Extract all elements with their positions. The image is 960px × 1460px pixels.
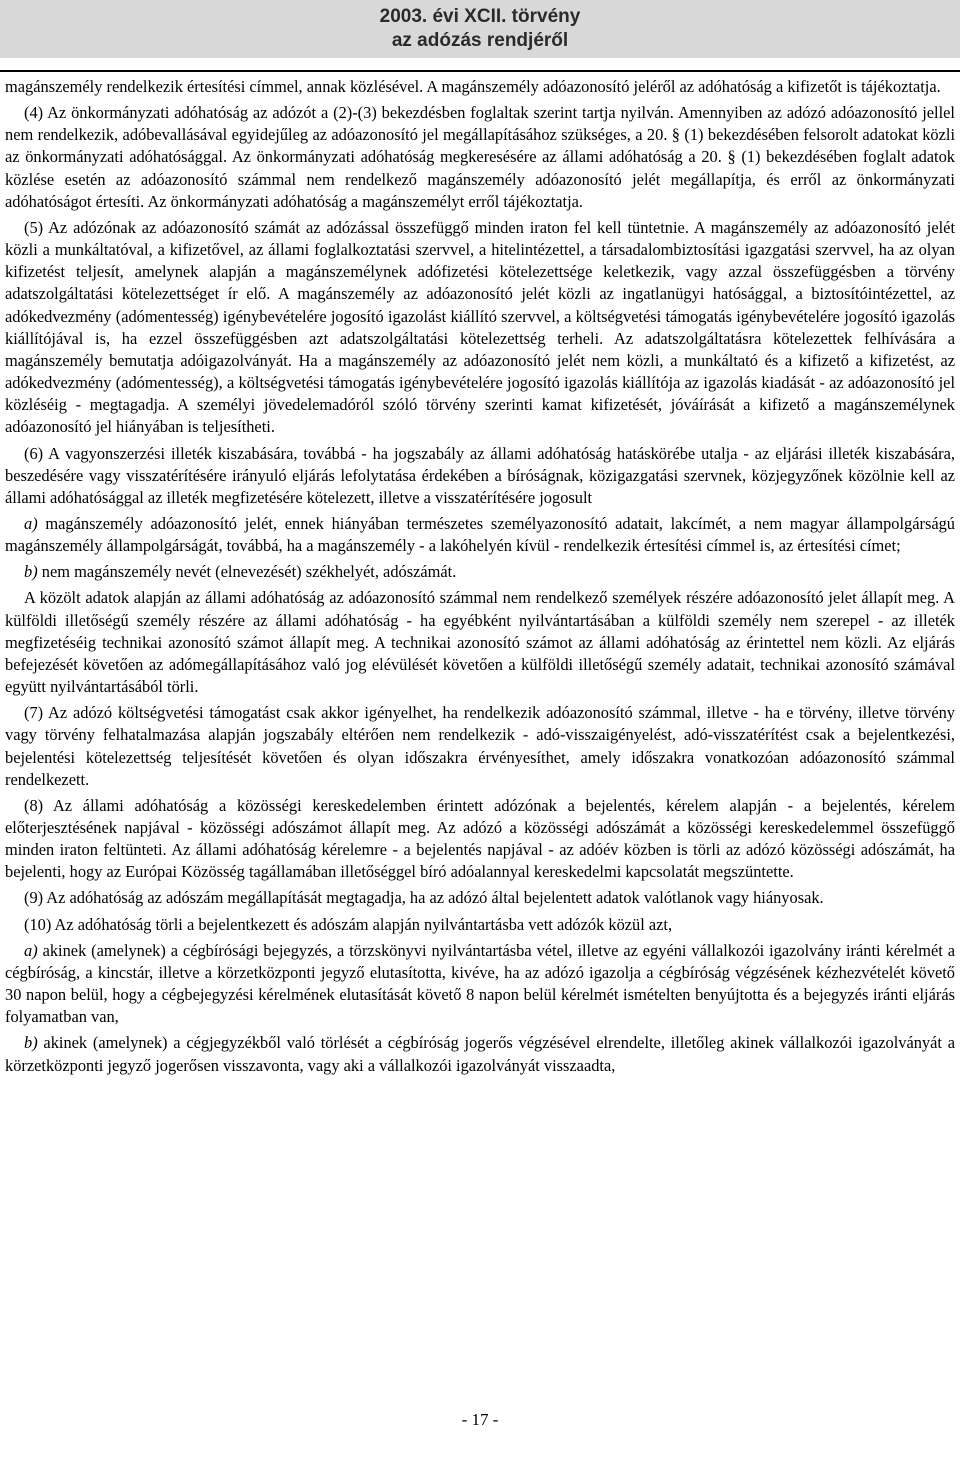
list-text-a: magánszemély adóazonosító jelét, ennek hiányában természetes személyazonosító adatait, lakcímét, a nem magyar állampolgárságú magánszemély állampolgárságát, továbbá, ha a magánszemély - a lakóhelyén kívül - rendelkezik értesítési címmel is, az értesítési címet; (5, 513, 955, 556)
list-label-10-a: a) (24, 940, 38, 960)
paragraph-section-8: (8) Az állami adóhatóság a közösségi kereskedelemben érintett adózónak a bejelentés, kérelem alapján - a bejelentés, kérelem előterjesztésének napjával - közösségi adószámot állapít meg. Az adózó a közösségi adószámát a közösségi kereskedelemmel összefüggő minden iraton feltünteti. Az állami adóhatóság kérelemre - a bejelentés napjával - az adóév közben is törli az adózó közösségi adószámát, ha bejelenti, hogy az Európai Közösség tagállamában illetőséggel bíró adóalannyal kereskedelmi kapcsolatát megszüntette. (5, 795, 955, 882)
law-subtitle: az adózás rendjéről (391, 30, 569, 51)
law-title: 2003. évi XCII. törvény (379, 6, 581, 27)
paragraph-section-7: (7) Az adózó költségvetési támogatást csak akkor igényelhet, ha rendelkezik adóazonosító számmal, illetve - ha e törvény, illetve törvény vagy törvény felhatalmazása alapján jogszabály eltérően nem rendelkezik - adó-visszaigényelést, adó-visszatérítést csak a bejelentkezési, bejelentési kötelezettség teljesítését követően és olyan időszakra érvényesíthet, amely időszakra vonatkozóan adóazonosító számmal rendelkezett. (5, 703, 955, 789)
list-item-a (5, 513, 955, 557)
paragraph-section-4: (4) Az önkormányzati adóhatóság az adózót a (2)-(3) bekezdésben foglaltak szerint tartja nyilván. Amennyiben az adózó adóazonosító jellel nem rendelkezik, adóbevallásával egyidejűleg az adóazonosító jel megállapításához szükséges, a 20. § (1) bekezdésében felsorolt adatokat közli az önkormányzati adóhatósággal. Az önkormányzati adóhatóság megkeresésére az állami adóhatóság a 20. § (1) bekezdésében foglalt adatok közlése esetén az adóazonosító számmal nem rendelkező magánszemély adóazonosító jelét megállapítja, és erről az önkormányzati adóhatóságot értesíti. Az önkormányzati adóhatóság a magánszemélyt erről tájékoztatja. (5, 103, 955, 211)
paragraph-technical-id: A közölt adatok alapján az állami adóhatóság az adóazonosító számmal nem rendelkező személyek részére adóazonosító jelet állapít meg. A külföldi illetőségű személy részére az állami adóhatóság - ha egyébként nyilvántartásában a külföldi személy nem szerepel - az illeték megfizetéséig technikai azonosító számot állapít meg. A technikai azonosító számot az állami adóhatóság az érintettel nem közli. Az eljárás befejezését követően az adómegállapításához való jog elévülését követően a külföldi illetőségű személy adatait, technikai azonosító számával együtt nyilvántartásából törli. (5, 588, 955, 697)
paragraph-continuation: magánszemély rendelkezik értesítési címmel, annak közlésével. A magánszemély adóazonosító jeléről az adóhatóság a kifizetőt is tájékoztatja. (5, 77, 941, 96)
list-item-b (5, 561, 955, 583)
list-text-b: nem magánszemély nevét (elnevezését) székhelyét, adószámát. (37, 562, 457, 582)
list-item-10-a (5, 940, 955, 1029)
list-text-10-b: akinek (amelynek) a cégjegyzékből való törlését a cégbíróság jogerős végzésével elrendelte, illetőleg akinek vállalkozói igazolványát a körzetközponti jegyző jogerősen visszavonta, vagy aki a vállalkozói igazolványát visszaadta, (5, 1033, 955, 1075)
document-body (5, 76, 955, 1081)
list-item-10-b (5, 1032, 955, 1076)
header-divider (0, 70, 960, 72)
paragraph-section-10: (10) Az adóhatóság törli a bejelentkezett és adószám alapján nyilvántartásba vett adózók közül azt, (24, 914, 673, 934)
page-number: - 17 - (461, 1410, 499, 1429)
paragraph-section-6: (6) A vagyonszerzési illeték kiszabására, továbbá - ha jogszabály az állami adóhatóság hatáskörébe utalja - az eljárási illeték kiszabására, beszedésére vagy visszatérítésére irányuló eljárás lefolytatása érdekében a bíróságnak, közigazgatási szervnek, közjegyzőnek közölnie kell az állami adóhatósággal az illeték megfizetésére kötelezett, illetve a visszatérítésére jogosult (5, 443, 955, 507)
paragraph-section-5: (5) Az adózónak az adóazonosító számát az adózással összefüggő minden iraton fel kell tüntetnie. A magánszemély az adóazonosító jelét közli a munkáltatóval, a kifizetővel, az állami foglalkoztatási szervvel, a hitelintézettel, a társadalombiztosítási igazgatási szervvel, ha az olyan kifizetést teljesít, amelynek alapján a magánszemélynek adófizetési kötelezettsége keletkezik, vagy azzal összefüggésben a törvény adatszolgáltatási kötelezettséget ír elő. A magánszemély az adóazonosító jelét közli az ingatlanügyi hatósággal, a biztosítóintézettel, az adókedvezmény (adómentesség) igénybevételére jogosító igazolást kiállító szervvel, a költségvetési támogatás igénybevételére jogosító igazolás kiállítójával is, ha ezzel összefüggésben azt adatszolgáltatási kötelezettség terheli. Az adatszolgáltatásra kötelezettek felhívására a magánszemély bemutatja adóigazolványát. Ha a magánszemély az adóazonosító jelét nem közli, a munkáltató és a kifizető a kifizetést, az adókedvezmény (adómentesség), a költségvetési támogatás igénybevételére jogosító igazolás kiállítója az igazolás kiadását - az adóazonosító jel közléséig - megtagadja. A személyi jövedelemadóról szóló törvény szerinti kamat kifizetését, jóváírását a kifizető a magánszemélynek adóazonosító jel hiányában is teljesítheti. (5, 217, 955, 437)
list-text-10-a: akinek (amelynek) a cégbírósági bejegyzés, a törzskönyvi nyilvántartásba vétel, illetve az egyéni vállalkozói igazolvány iránti kérelmét a cégbíróság, a kincstár, illetve a körzetközponti jegyző elutasította, kivéve, ha az adózó igazolja a cégbíróság végzésének kézhezvételét követő 30 napon belül, hogy a cégbejegyzési kérelmének elutasítását követő 8 napon belül kérelmét ismételten benyújtotta és a bejegyzés iránti eljárás folyamatban van, (5, 940, 955, 1027)
paragraph-section-9: (9) Az adóhatóság az adószám megállapítását megtagadja, ha az adózó által bejelentett adatok valótlanok vagy hiányosak. (24, 888, 824, 908)
list-label-10-b: b) (24, 1033, 38, 1053)
list-label-b: b) (24, 562, 38, 582)
list-label-a: a) (24, 513, 38, 533)
